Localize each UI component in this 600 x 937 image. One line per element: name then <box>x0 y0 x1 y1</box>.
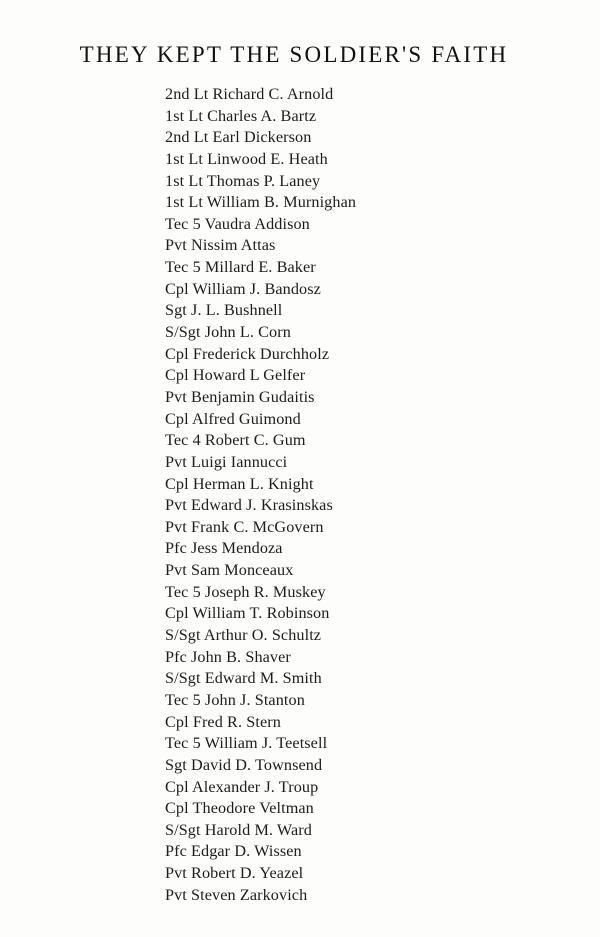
roster-name: Pfc Jess Mendoza <box>165 539 283 558</box>
roster-name: 1st Lt Linwood E. Heath <box>165 149 328 168</box>
roster-name: S/Sgt Harold M. Ward <box>165 820 312 839</box>
roster-name: Cpl Herman L. Knight <box>165 474 314 493</box>
roster-name: Tec 5 William J. Teetsell <box>165 734 328 753</box>
roster-name: 1st Lt Thomas P. Laney <box>165 171 321 190</box>
roster-name: Tec 5 Joseph R. Muskey <box>165 582 326 601</box>
roster-name: Cpl Howard L Gelfer <box>165 366 306 385</box>
roster-name: Pvt Sam Monceaux <box>165 561 294 580</box>
roster-name: Pvt Steven Zarkovich <box>165 885 308 904</box>
roster-name: Cpl Frederick Durchholz <box>165 344 330 363</box>
roster-name: S/Sgt Arthur O. Schultz <box>165 626 322 645</box>
page-title: THEY KEPT THE SOLDIER'S FAITH <box>79 42 509 67</box>
roster-name: Pvt Robert D. Yeazel <box>165 864 304 883</box>
roster-name: Tec 5 Vaudra Addison <box>165 214 310 233</box>
roster-name: Cpl Theodore Veltman <box>165 799 314 818</box>
roster-name: Cpl Fred R. Stern <box>165 712 281 731</box>
roster-name: Pvt Nissim Attas <box>165 236 276 255</box>
roster-name: Pvt Benjamin Gudaitis <box>165 387 315 406</box>
roster-name: Pfc Edgar D. Wissen <box>165 842 302 861</box>
roster-name: Pvt Edward J. Krasinskas <box>165 496 333 515</box>
roster-name: Tec 4 Robert C. Gum <box>165 431 306 450</box>
roster-name: Sgt David D. Townsend <box>165 755 323 774</box>
roster-name: 1st Lt William B. Murnighan <box>165 193 357 212</box>
roster-name: 2nd Lt Earl Dickerson <box>165 128 312 147</box>
roster-name: Tec 5 John J. Stanton <box>165 690 305 709</box>
roster-name: 2nd Lt Richard C. Arnold <box>165 85 334 103</box>
roster-name: Tec 5 Millard E. Baker <box>165 258 316 277</box>
roster-name: Cpl William J. Bandosz <box>165 279 321 298</box>
roster-name: Sgt J. L. Bushnell <box>165 301 283 320</box>
roster-list <box>165 84 356 906</box>
roster-name: S/Sgt John L. Corn <box>165 323 291 342</box>
roster-name: Pvt Frank C. McGovern <box>165 517 324 536</box>
roster-name: Cpl Alexander J. Troup <box>165 777 319 796</box>
roster-name: Cpl William T. Robinson <box>165 604 330 623</box>
roster-name: Cpl Alfred Guimond <box>165 409 301 428</box>
roster-name: Pfc John B. Shaver <box>165 647 291 666</box>
roster-name: 1st Lt Charles A. Bartz <box>165 106 317 125</box>
roster-name: S/Sgt Edward M. Smith <box>165 669 322 688</box>
roster-name: Pvt Luigi Iannucci <box>165 452 288 471</box>
